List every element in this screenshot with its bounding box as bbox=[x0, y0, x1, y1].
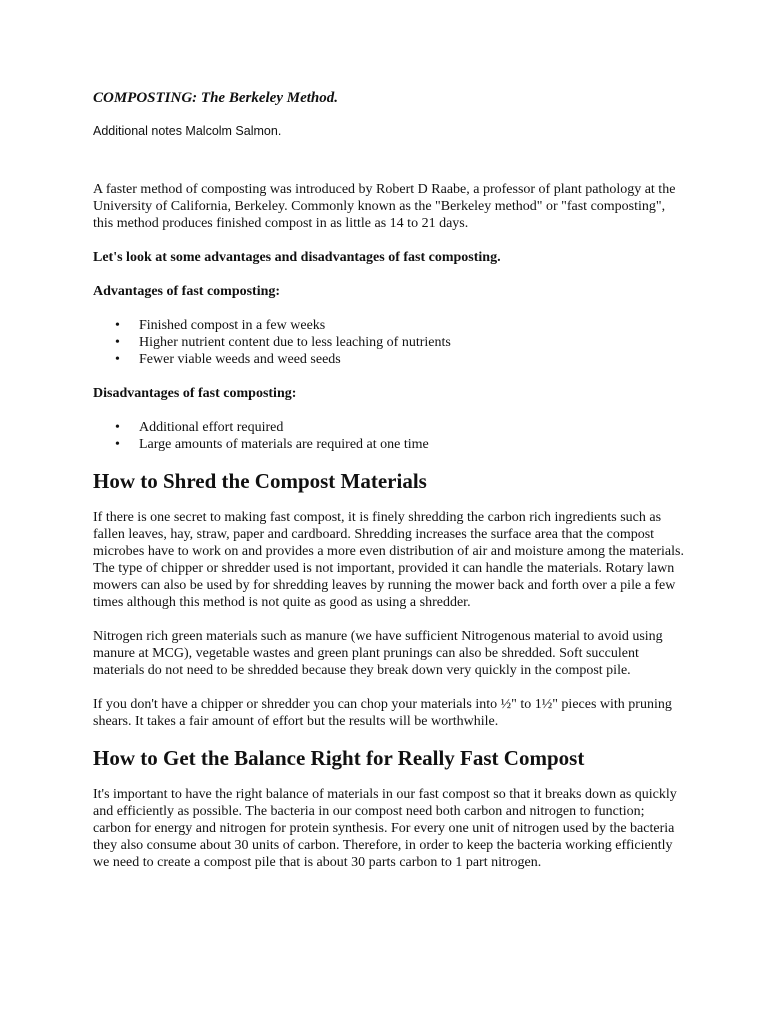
bullet-icon: • bbox=[115, 318, 120, 333]
author-notes: Additional notes Malcolm Salmon. bbox=[93, 124, 282, 138]
shred-paragraph-2: Nitrogen rich green materials such as manure (we have sufficient Nitrogenous material to avoid using manure at MCG), vegetable wastes and green plant prunings can also be shredded. Soft succulent materials do not need to be shredded because they break down very quickly in the compost pile. bbox=[93, 629, 663, 678]
disadvantages-heading: Disadvantages of fast composting: bbox=[93, 386, 297, 401]
list-item bbox=[93, 317, 685, 334]
section-heading-balance: How to Get the Balance Right for Really Fast Compost bbox=[93, 746, 585, 770]
disadvantages-list bbox=[93, 419, 685, 453]
list-item bbox=[93, 436, 685, 453]
bullet-icon: • bbox=[115, 352, 120, 367]
list-item-text: Additional effort required bbox=[139, 420, 284, 435]
shred-paragraph-3: If you don't have a chipper or shredder you can chop your materials into ½" to 1½" pieces with pruning shears. It takes a fair amount of effort but the results will be worthwhile. bbox=[93, 697, 672, 729]
bullet-icon: • bbox=[115, 420, 120, 435]
bullet-icon: • bbox=[115, 437, 120, 452]
list-item bbox=[93, 419, 685, 436]
section-heading-shred: How to Shred the Compost Materials bbox=[93, 469, 427, 493]
list-item-text: Finished compost in a few weeks bbox=[139, 318, 326, 333]
list-item bbox=[93, 334, 685, 351]
document-title: COMPOSTING: The Berkeley Method. bbox=[93, 90, 338, 106]
advantages-list bbox=[93, 317, 685, 368]
list-item-text: Higher nutrient content due to less leaching of nutrients bbox=[139, 335, 451, 350]
document-body bbox=[93, 88, 685, 871]
bullet-icon: • bbox=[115, 335, 120, 350]
list-item bbox=[93, 351, 685, 368]
balance-paragraph-1: It's important to have the right balance of materials in our fast compost so that it breaks down as quickly and efficiently as possible. The bacteria in our compost need both carbon and nitrogen to function; carbon for energy and nitrogen for protein synthesis. For every one unit of nitrogen used by the bacteria they also consume about 30 units of carbon. Therefore, in order to keep the bacteria working efficiently we need to create a compost pile that is about 30 parts carbon to 1 part nitrogen. bbox=[93, 787, 677, 870]
shred-paragraph-1: If there is one secret to making fast compost, it is finely shredding the carbon rich ingredients such as fallen leaves, hay, straw, paper and cardboard. Shredding increases the surface area that the compost microbes have to work on and provides a more even distribution of air and moisture among the materials. The type of chipper or shredder used is not important, provided it can handle the materials. Rotary lawn mowers can also be used by for shredding leaves by running the mower back and forth over a pile a few times although this method is not quite as good as using a shredder. bbox=[93, 510, 684, 610]
lead-sentence: Let's look at some advantages and disadvantages of fast composting. bbox=[93, 250, 501, 265]
advantages-heading: Advantages of fast composting: bbox=[93, 284, 281, 299]
list-item-text: Large amounts of materials are required at one time bbox=[139, 437, 429, 452]
list-item-text: Fewer viable weeds and weed seeds bbox=[139, 352, 341, 367]
intro-paragraph: A faster method of composting was introduced by Robert D Raabe, a professor of plant pathology at the University of California, Berkeley. Commonly known as the "Berkeley method" or "fast composting", this method produces finished compost in as little as 14 to 21 days. bbox=[93, 182, 676, 231]
